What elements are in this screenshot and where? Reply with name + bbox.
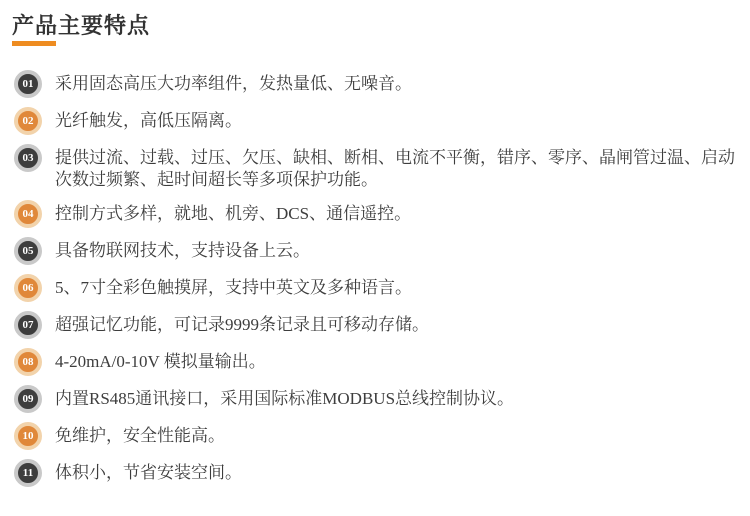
feature-number-badge: 05 xyxy=(14,237,42,265)
feature-item xyxy=(14,274,735,302)
feature-item xyxy=(14,422,735,450)
feature-number-badge: 06 xyxy=(14,274,42,302)
feature-number-badge: 04 xyxy=(14,200,42,228)
feature-item xyxy=(14,459,735,487)
feature-number-badge: 11 xyxy=(14,459,42,487)
feature-item xyxy=(14,311,735,339)
feature-text: 内置RS485通讯接口，采用国际标准MODBUS总线控制协议。 xyxy=(55,389,515,408)
feature-list xyxy=(0,70,750,487)
feature-item xyxy=(14,70,735,98)
feature-item xyxy=(14,237,735,265)
feature-text: 5、7寸全彩色触摸屏，支持中英文及多种语言。 xyxy=(55,278,412,297)
feature-number-badge: 01 xyxy=(14,70,42,98)
feature-text: 具备物联网技术，支持设备上云。 xyxy=(55,241,310,260)
feature-item xyxy=(14,348,735,376)
feature-text: 控制方式多样，就地、机旁、DCS、通信遥控。 xyxy=(55,204,412,223)
feature-number-badge: 07 xyxy=(14,311,42,339)
feature-item xyxy=(14,200,735,228)
feature-text: 采用固态高压大功率组件，发热量低、无噪音。 xyxy=(55,74,412,93)
feature-number-badge: 09 xyxy=(14,385,42,413)
feature-text: 4-20mA/0-10V 模拟量输出。 xyxy=(55,352,266,371)
feature-number-badge: 02 xyxy=(14,107,42,135)
feature-number-badge: 03 xyxy=(14,144,42,172)
feature-text: 体积小，节省安装空间。 xyxy=(55,463,242,482)
feature-text: 超强记忆功能，可记录9999条记录且可移动存储。 xyxy=(55,315,429,334)
section-header xyxy=(0,0,750,46)
title-underline-accent xyxy=(12,41,56,46)
feature-text: 提供过流、过载、过压、欠压、缺相、断相、电流不平衡，错序、零序、晶闸管过温、启动次数过频繁、起时间超长等多项保护功能。 xyxy=(55,148,735,189)
feature-text: 免维护，安全性能高。 xyxy=(55,426,225,445)
feature-item xyxy=(14,107,735,135)
feature-number-badge: 08 xyxy=(14,348,42,376)
feature-item xyxy=(14,144,735,191)
feature-item xyxy=(14,385,735,413)
feature-text: 光纤触发，高低压隔离。 xyxy=(55,111,242,130)
feature-number-badge: 10 xyxy=(14,422,42,450)
section-title: 产品主要特点 xyxy=(12,13,151,38)
